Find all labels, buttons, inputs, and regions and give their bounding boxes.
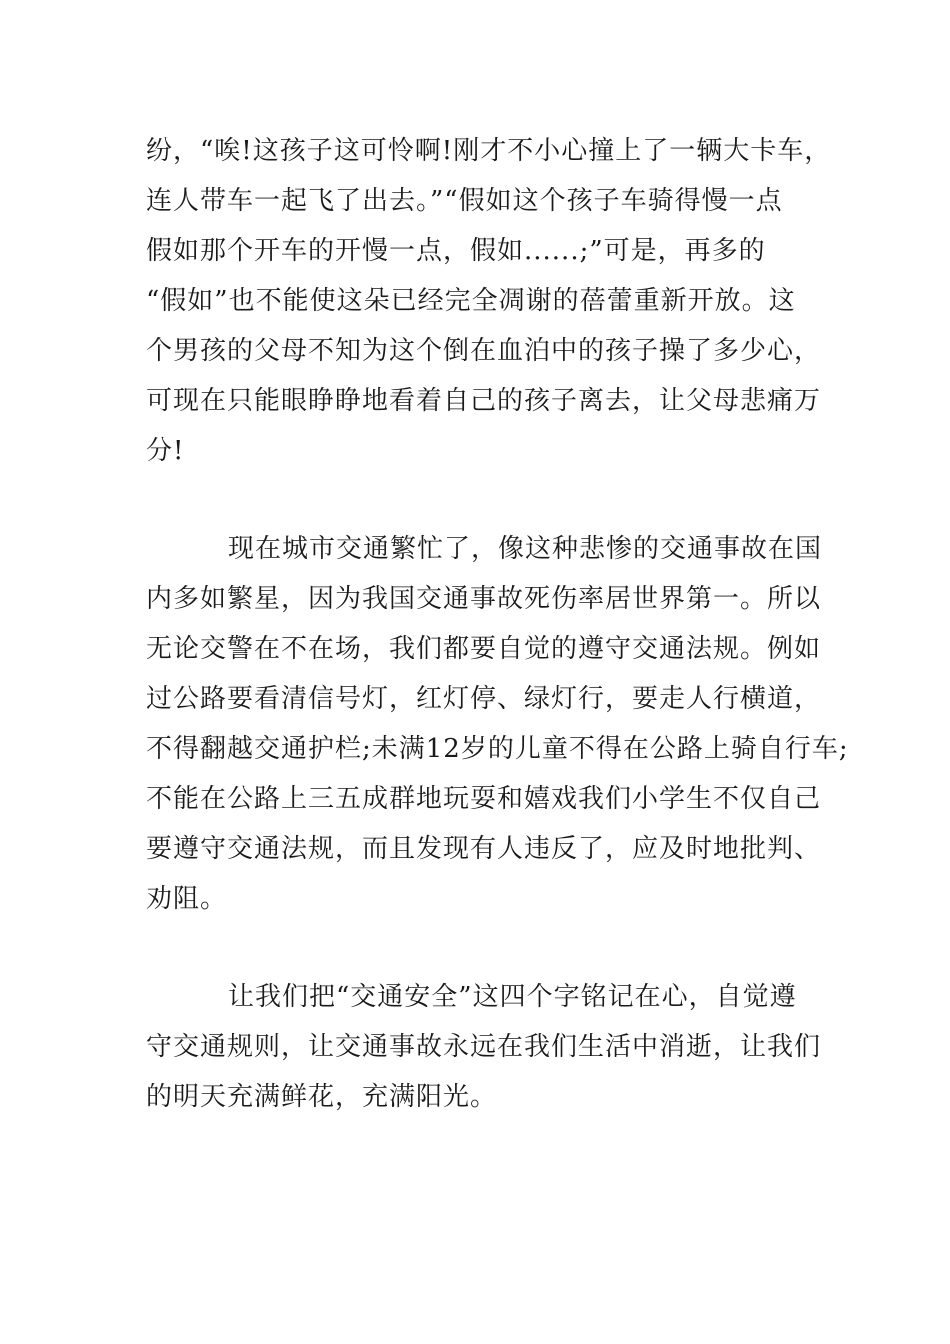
text-line: 不能在公路上三五成群地玩耍和嬉戏我们小学生不仅自己	[146, 784, 822, 814]
text-line: 现在城市交通繁忙了，像这种悲惨的交通事故在国	[228, 534, 823, 564]
text-line: 劝阻。	[146, 884, 228, 914]
text-line: 假如那个开车的开慢一点，假如......;”可是，再多的	[146, 236, 766, 266]
text-line: “假如”也不能使这朵已经完全凋谢的蓓蕾重新开放。这	[146, 286, 796, 316]
paragraph-accident-scene	[146, 126, 832, 476]
text-line: 可现在只能眼睁睁地看着自己的孩子离去，让父母悲痛万	[146, 386, 822, 416]
text-line: 内多如繁星，因为我国交通事故死伤率居世界第一。所以	[146, 584, 822, 614]
text-line: 要遵守交通法规，而且发现有人违反了，应及时地批判、	[146, 834, 822, 864]
text-line: 分!	[146, 436, 185, 466]
text-line: 个男孩的父母不知为这个倒在血泊中的孩子操了多少心，	[146, 336, 822, 366]
text-line: 让我们把“交通安全”这四个字铭记在心，自觉遵	[228, 982, 797, 1012]
text-line: 过公路要看清信号灯，红灯停、绿灯行，要走人行横道，	[146, 684, 822, 714]
text-line: 的明天充满鲜花，充满阳光。	[146, 1082, 498, 1112]
text-line: 连人带车一起飞了出去。”“假如这个孩子车骑得慢一点	[146, 186, 783, 216]
text-line: 守交通规则，让交通事故永远在我们生活中消逝，让我们	[146, 1032, 822, 1062]
text-line: 纷，“唉!这孩子这可怜啊!刚才不小心撞上了一辆大卡车，	[146, 136, 832, 166]
text-line: 不得翻越交通护栏;未满12岁的儿童不得在公路上骑自行车;	[146, 734, 849, 764]
paragraph-traffic-rules	[146, 524, 849, 924]
text-line: 无论交警在不在场，我们都要自觉的遵守交通法规。例如	[146, 634, 822, 664]
paragraph-conclusion	[146, 972, 826, 1122]
